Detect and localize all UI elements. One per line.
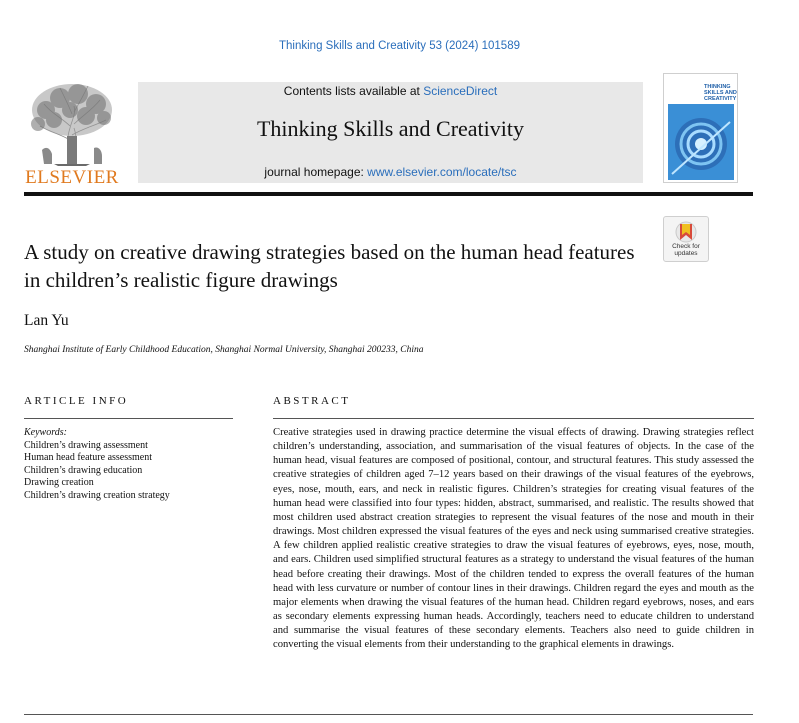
journal-citation[interactable]: Thinking Skills and Creativity 53 (2024) 101589 <box>279 40 520 52</box>
bookmark-icon <box>664 219 708 245</box>
author-affiliation: Shanghai Institute of Early Childhood Education, Shanghai Normal University, Shanghai 200233, China <box>24 345 424 355</box>
homepage-line <box>138 165 643 179</box>
sciencedirect-link[interactable]: ScienceDirect <box>423 84 498 98</box>
keyword-item: Children’s drawing education <box>24 464 143 476</box>
article-title: A study on creative drawing strategies based on the human head features in children’s realistic figure drawings <box>24 240 635 292</box>
cover-art <box>668 104 734 180</box>
journal-banner <box>138 82 643 183</box>
journal-homepage-link[interactable]: www.elsevier.com/locate/tsc <box>367 165 517 179</box>
article-info-heading: ARTICLE INFO <box>24 395 129 407</box>
keyword-item: Children’s drawing assessment <box>24 439 148 451</box>
cover-title: THINKING SKILLS AND CREATIVITY <box>704 84 737 102</box>
contents-prefix: Contents lists available at <box>283 84 424 98</box>
keywords-label: Keywords: <box>24 427 67 438</box>
keywords-block <box>24 427 239 503</box>
contents-line <box>138 84 643 98</box>
journal-name: Thinking Skills and Creativity <box>256 116 525 141</box>
homepage-prefix: journal homepage: <box>264 165 368 179</box>
keyword-item: Human head feature assessment <box>24 452 153 464</box>
abstract-rule <box>273 418 754 419</box>
article-info-rule <box>24 418 233 419</box>
keyword-item: Drawing creation <box>24 477 94 489</box>
bottom-rule <box>24 714 753 715</box>
abstract-heading: ABSTRACT <box>273 395 351 407</box>
abstract-text: Creative strategies used in drawing practice determine the visual effects of drawing. Drawing strategies reflect children’s understanding, association, and summarisation of the visual features of objects. In the case of the human head, visual features are composed of positional, contour, and structural features. This study assessed the creative strategies of children aged 7–12 years based on their drawings of the visual features of the eyebrows, eyes, nose, mouth, ears, and neck in realistic figures. Children’s strategies for creating visual features of the human head were classified into four types: hidden, abstract, summarised, and realistic. The results showed that most children used abstract creation strategies to represent the visual features of the nose and mouth in their drawings. Most children expressed the visual features of the eyes and neck using summarised creative strategies. A few children applied realistic creative strategies to draw the visual features of eyebrows, eyes, nose, mouth, and ears. Children used simplified structural features as a strategy to understand the visual features of the human head before creating their drawings. Most of the children tended to express the overall features of the human head with less curvature or number of contour lines in their drawings. Children regard the eyes and mouth as the major elements when drawing the visual features of the human head. Children regard eyebrows, noses, and ears as secondary elements expressing human heads. Accordingly, teachers need to educate children to understand and summarise the visual features of these secondary elements. Teachers also need to guide children in converting the visual elements from their understanding to the graphical elements in drawings. <box>273 427 754 651</box>
check-for-updates-label: Check for updates <box>672 243 700 257</box>
journal-cover-thumbnail[interactable] <box>663 73 738 183</box>
elsevier-wordmark[interactable]: ELSEVIER <box>25 167 119 188</box>
keyword-item: Children’s drawing creation strategy <box>24 489 170 501</box>
check-for-updates-button[interactable] <box>663 216 709 262</box>
author-name[interactable]: Lan Yu <box>24 312 69 329</box>
header-rule <box>24 192 753 196</box>
